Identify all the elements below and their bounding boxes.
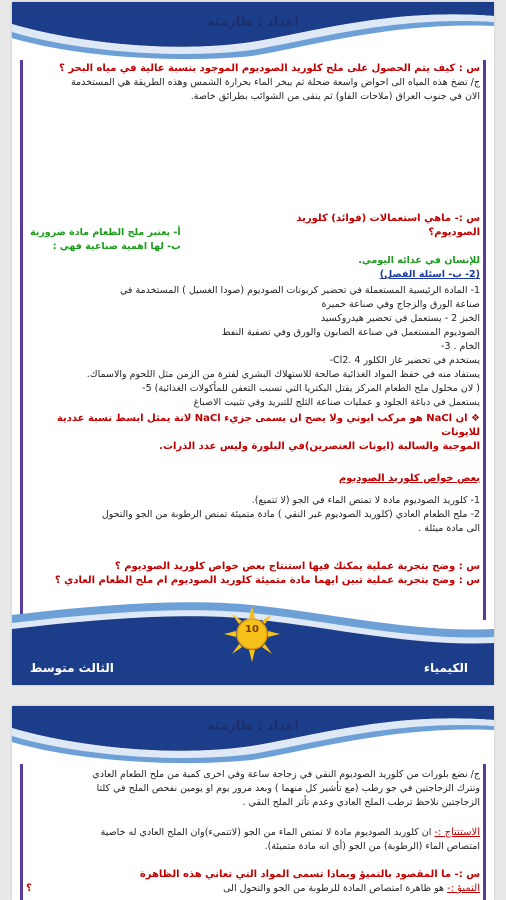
document-page-2 bbox=[12, 706, 494, 900]
footer-subject: الكيمياء bbox=[423, 661, 468, 675]
left-border-line bbox=[20, 60, 23, 620]
conclusion-text: ان كلوريد الصوديوم مادة لا تمتص الماء من الجو (لاتتميء)وان الملح العادي له خاصية bbox=[100, 827, 432, 838]
uses-line: الصوديوم المستعمل في صناعة الصابون والورق وفي تصفية النفط bbox=[221, 327, 480, 338]
question-2-line: س :- ماهي استعمالات (فوائد) كلوريد bbox=[296, 213, 480, 224]
q2-block bbox=[26, 212, 480, 282]
page-header-title: اعداد : طارمثه bbox=[206, 719, 300, 734]
properties-heading: بعض خواص كلوريد الصوديوم bbox=[338, 473, 480, 484]
page-header-title: اعداد : طارمثه bbox=[206, 15, 300, 30]
q2-row bbox=[26, 212, 480, 254]
q5-answer-label: التميؤ :- bbox=[447, 883, 480, 894]
q5-mark: ؟ bbox=[26, 883, 32, 894]
uses-line: الخام . 3- bbox=[441, 341, 480, 352]
property-line: 2- ملح الطعام العادي (كلوريد الصوديوم غير النقي ) مادة متميئة تمتص الرطوبة من الجو والتحول bbox=[101, 509, 480, 520]
uses-line: يستعمل في دباغة الجلود و عمليات صناعة الثلج للتبريد وفي تثبيت الاصباغ bbox=[193, 397, 480, 408]
uses-line: 1- المادة الرئيسية المستعملة في تحضير كربونات الصوديوم (صودا الغسيل ) المستخدمة في bbox=[119, 285, 480, 296]
uses-line: صناعة الورق والزجاج وفي صناعة خميرة bbox=[321, 299, 480, 310]
question-5: س :- ما المقصود بالتميؤ وبماذا تسمى المواد التي تعاني هذه الظاهرة bbox=[139, 869, 480, 880]
conclusion-label: الاستنتاج :- bbox=[434, 827, 480, 838]
left-border-line bbox=[20, 764, 23, 900]
use-a-cont: للإنسان في غذائه اليومي. bbox=[358, 255, 480, 266]
page-number: 10 bbox=[245, 624, 259, 635]
right-border-line bbox=[483, 764, 486, 900]
header-banner bbox=[12, 706, 494, 764]
answer-line: الزجاجتين نلاحظ ترطب الملح العادي وعدم تأثر الملح النقي . bbox=[242, 797, 480, 808]
properties-block bbox=[26, 472, 480, 536]
answer-1-line: الان في جنوب العراق (ملاحات الفاو) ثم ينقى من الشوائب بطرائق خاصة. bbox=[190, 91, 480, 102]
uses-line: يستخدم في تحضير غاز الكلور Cl2. 4- bbox=[329, 355, 480, 366]
question-4: س : وضح بتجربة عملية تبين ايهما مادة متميئة كلوريد الصوديوم ام ملح الطعام العادي ؟ bbox=[54, 575, 480, 586]
conclusion-text: امتصاص الماء (الرطوبة) من الجو (أي انه مادة متميئة). bbox=[264, 841, 480, 852]
question-1: س : كيف يتم الحصول على ملح كلوريد الصوديوم الموجود بنسبة عالية في مياه البحر ؟ bbox=[59, 63, 480, 74]
nacl-note bbox=[26, 412, 480, 454]
header-banner bbox=[12, 2, 494, 60]
q5-answer-text: هو ظاهرة امتصاص المادة للرطوبة من الجو والتحول الى bbox=[223, 883, 444, 894]
document-page-1 bbox=[12, 2, 494, 685]
property-line: الى مادة ميئلة . bbox=[418, 523, 480, 534]
q1-block bbox=[26, 62, 480, 104]
chapter-ref: (2- ب- اسئلة الفصل) bbox=[379, 269, 480, 280]
use-a-label: أ- يعتبر ملح الطعام مادة ضرورية bbox=[30, 227, 181, 238]
q3-q4-block bbox=[26, 560, 480, 588]
footer-grade: الثالث متوسط bbox=[30, 661, 114, 675]
q5-block bbox=[26, 868, 480, 896]
uses-list bbox=[26, 284, 480, 410]
uses-line: ( لان محلول ملح الطعام المركز يقتل البكتريا التي تسبب التعفن للمأكولات الغذائية) 5- bbox=[142, 383, 480, 394]
question-3: س : وضح بتجربة عملية يمكنك فيها استنتاج بعض خواص كلوريد الصوديوم ؟ bbox=[114, 561, 480, 572]
use-b-label: ب- لها اهمية صناعية فهي : bbox=[52, 241, 181, 252]
nacl-note-line: الموجبة والسالبة (ايونات العنصرين)في البلورة وليس عدد الذرات. bbox=[159, 441, 480, 452]
answer-line: ونترك الزجاجتين في جو رطب (مع تأشير كل منهما ) وبعد مرور يوم او يومين نفحص الملح في كلتا bbox=[96, 783, 480, 794]
answer-block bbox=[26, 768, 480, 810]
answer-line: ج/ نضع بلورات من كلوريد الصوديوم النقي في زجاجة ساعة وفي اخرى كمية من ملح الطعام العادي bbox=[92, 769, 480, 780]
nacl-note-line: ❖ ان NaCl هو مركب ايوني ولا يصح ان يسمى جزيء NaCl لانة يمثل ابسط نسبة عددية للايونات bbox=[56, 413, 480, 438]
answer-1-line: ج/ تضخ هذه المياه الى احواض واسعة ضحلة ثم يبخر الماء بحرارة الشمس وهذه الطريقة هي المستخدمة bbox=[70, 77, 480, 88]
uses-line: يستفاد منه في حفظ المواد الغذائية صالحة للاستهلاك البشري لفترة من الزمن مثل اللحوم والاسماك. bbox=[86, 369, 480, 380]
right-border-line bbox=[483, 60, 486, 620]
property-line: 1- كلوريد الصوديوم مادة لا تمتص الماء في الجو (لا تتميع). bbox=[251, 495, 480, 506]
uses-line: الخبز 2 - يستعمل في تحضير هيدروكسيد bbox=[320, 313, 480, 324]
question-2-line: الصوديوم؟ bbox=[428, 227, 480, 238]
conclusion-block bbox=[26, 826, 480, 854]
